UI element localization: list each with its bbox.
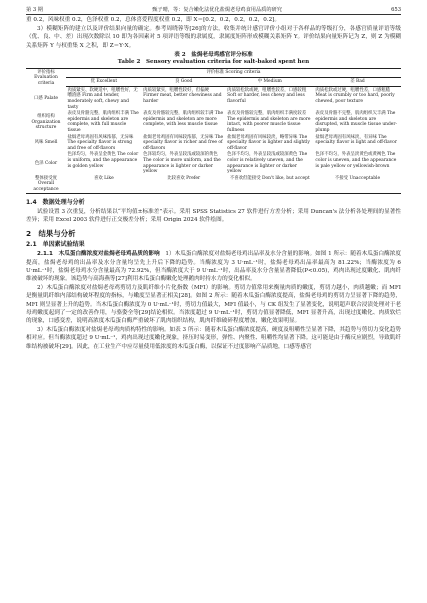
table-caption-cn: 表 2 盐焗老母鸡感官评分标准: [174, 51, 253, 58]
table-cell: 肉质较紧实，咀嚼性较好，但偏硬 Firmer meat, better chewiness and harder: [143, 87, 222, 104]
section-heading-2-1-1: 2.1.1 木瓜蛋白酶浓度对盐焗老母鸡品质的影响: [37, 251, 160, 258]
table-row: [26, 87, 401, 111]
table-header-criteria: 评价指标 Evaluation criteria: [34, 69, 58, 86]
table-row: [26, 175, 401, 193]
table-cell: 肉质松软或过硬，咀嚼性差，口感粗糙 Meat is crumbly or too hard, poorly chewed, poor texture: [315, 87, 395, 104]
table-cell: 表皮及骨骼较完整，肌肉组织较丰满 The epidermis and skeleton are more complete, with less muscle tissue: [143, 111, 224, 128]
sensory-criteria-table: [26, 68, 401, 194]
table-cell: 盐焗老母鸡固有风味淡，有异味 The specialty flavor is light and off-flavor: [315, 134, 397, 146]
table-header-level: 良 Good: [142, 78, 226, 87]
table-cell: 不接受 Unacceptable: [334, 175, 381, 181]
table-cell: 肉质较松软或硬，咀嚼性较差，口感较粗 Soft or harder, less chewy and less flavorful: [227, 87, 307, 104]
table-header-level: 中 Medium: [226, 78, 314, 87]
table-row: [26, 111, 401, 134]
table-cell-criterion: 口感 Palate: [34, 95, 58, 101]
table-cell-criterion: 整体接受度 Overall acceptance: [33, 175, 59, 192]
table-cell: 盐焗老母鸡固有风味浓郁，无异味 The specialty flavor is strong and free of off-flavors: [67, 134, 134, 151]
section-2-1-1-paragraph-2: 2）木瓜蛋白酶浓度对盐焗老母鸡剪切力及肌纤维小片化指数（MFI）的影响。剪切力值常用来衡量肉质的嫩度，剪切力越小，肉质越嫩；而 MFI 是衡量肌纤维内部结构破坏程度的指标，与嫩度呈显著正相关[28]。如图 2 所示：随着木瓜蛋白酶浓度提高，盐焗老母鸡的剪切力呈显著下降的趋势，MFI 则呈显著上升的趋势。当木瓜蛋白酶浓度为 0 U·mL⁻¹时，剪切力值最大，MFI 值最小，与 CK 组发生了显著变化，说明超声联合浸渍处理对于老母鸡嫩度起到了一定的改善作用，与骆姿全等[29]结论相似。当浓度超过 9 U·mL⁻¹时，剪切力值显著降低，MFI 显著升高，出现过度嫩化、肉质软烂的现象，口感变差，说明高浓度木瓜蛋白酶严重破坏了肌肉组织结构，肌肉纤维破碎程度增加，嫩化效果明显。: [26, 285, 401, 324]
section-heading-2-1: 2.1 单因素试验结果: [26, 241, 85, 249]
running-header: [26, 6, 401, 15]
table-cell: 色泽不均匀，外表呈淡黄色或黄褐色 The color is uneven, and the appearance is pale yellow or yellowish-brown: [315, 152, 397, 169]
table-caption-en: Table 2 Sensory evaluation criteria for salt-baked spent hen: [117, 59, 310, 66]
table-cell: 肉质紧实、软硬适中，咀嚼性好，无嚼渣感 Firm and tender, moderately soft, chewy and tasty: [67, 87, 138, 110]
table-cell: 比较喜欢 Prefer: [167, 175, 201, 181]
table-cell: 表皮及骨骼完整，肌肉组织丰满 The epidermis and skeleton are complete, with full muscle tissue: [67, 111, 139, 133]
table-cell: 不喜欢但能接受 Don't like, but accept: [229, 175, 310, 181]
table-header-level: 差 Bad: [314, 78, 401, 87]
table-cell: 色泽较均匀，外表呈较浅或较深的黄色 The color is more uniform, and the appearance is lighter or darker yellow: [143, 152, 221, 175]
section-2-1-1-paragraph-1: [26, 250, 401, 283]
section-heading-2: 2 结果与分析: [26, 229, 76, 239]
table-cell-criterion: 组织结构 Organization structure: [31, 113, 61, 131]
table-row: [26, 152, 401, 175]
table-cell-criterion: 风味 Smell: [34, 140, 58, 146]
table-cell-criterion: 色泽 Color: [34, 160, 58, 166]
table-cell: 色泽不均匀，外表呈较浅或较深黄色 The color is relatively uneven, and the appearance is lighter or darker yellow: [227, 152, 308, 175]
page-number: 653: [391, 7, 401, 13]
issue-number: 第 3 期: [26, 7, 43, 13]
section-heading-1-4: 1.4 数据处理与分析: [26, 198, 85, 206]
section-1-4-paragraph: 试验设置 3 次重复，分析结果以“平均值±标准差”表示。采用 SPSS Statistics 27 软件进行方差分析；采用 Duncan's 法分析各处理间的显著性差异；采用 Excel 2003 软件进行正交极差分析；采用 Origin 2024 软件绘图。: [26, 208, 401, 224]
intro-paragraph-2: 3）模糊矩阵的建立以及评价结果向量的确定。参考周晓蓉等[26]的方法，收集并统计感官评价小组对于各样品的等级打分，各感官质量评语等级（优、良、中、差）出现次数除以 10 即为各因素对 5 项评语等级的隶属度，隶属度矩阵形成模糊关系矩阵 Y。评价结果向量矩阵记为 Z，则 Z 为模糊关系矩阵 Y 与权重集 X 之积，即 Z＝Y·X。: [26, 26, 401, 49]
table-row: [26, 134, 401, 152]
intro-paragraph-1: 重 0.2，风味权重 0.2，色泽权重 0.2，总体喜爱程度权重 0.2，即 X＝[0.2，0.2，0.2，0.2，0.2]。: [26, 17, 280, 23]
table-header-level: 优 Excellent: [66, 78, 142, 87]
table-cell: 表皮及骨骼不完整，肌肉组织欠丰满 The epidermis and skeleton are disrupted, with muscle tissue under-plump: [315, 111, 397, 133]
section-2-1-1-paragraph-3: 3）木瓜蛋白酶浓度对盐焗老母鸡肉质构特性的影响。如表 3 所示：随着木瓜蛋白酶浓度提高，硬度及咀嚼性呈显著下降，其趋势与剪切力变化趋势相对应。但当酶浓度超过 9 U·mL⁻¹，鸡肉出现过度嫩化现象，挤压时易变形，弹性、内聚性、咀嚼性均显著下降。这可能是由于酶反应剧烈，导致肌纤维结构被破坏[29]。因此，在工业生产中应尽量使用低浓度的木瓜蛋白酶，以保证不过度影响产品质地，口感等感官: [26, 327, 401, 350]
table-cell: 盐焗老母鸡固有风味较浓郁，无异味 The specialty flavor is richer and free of off-flavors: [143, 134, 224, 151]
paragraph-text: 1）木瓜蛋白酶浓度对盐焗老母鸡出品率及水分含量的影响。如图 1 所示：随着木瓜蛋白酶浓度提高，盐焗老母鸡的出品率及水分含量均呈先上升后下降的趋势。当酶浓度为 3 U·mL⁻¹时，盐焗老母鸡出品率最高为 81.22%；当酶浓度为 6 U·mL⁻¹时，盐焗老母鸡水分含量最高为 72.92%，但当酶浓度大于 9 U·mL⁻¹时，出品率及水分含量显著降低(P<0.05)，鸡肉出现过度嫩化、肌肉纤维被破坏的现象。该趋势与高海燕等[27]利用木瓜蛋白酶嫩化处理鹅肉时持水力的变化相似。: [26, 251, 401, 282]
table-header-scoring: 评价标准 Scoring criteria: [66, 69, 401, 78]
article-running-title: 甄子晴，等：复合嫩化法优化盐焗老母鸡食用品质的研究: [152, 7, 282, 13]
table-cell: 表皮及骨骼较完整，肌肉组织丰满度较差 The epidermis and skeleton are more intact, with poorer muscle tissue fullness: [227, 111, 311, 133]
table-cell: 喜欢 Like: [93, 175, 114, 181]
table-cell: 色泽均匀，外表呈金黄色 The color is uniform, and the appearance is golden yellow: [67, 152, 139, 169]
table-cell: 盐焗老母鸡固有风味较淡，略带异味 The specialty flavor is lighter and slightly off-flavor: [227, 134, 310, 151]
